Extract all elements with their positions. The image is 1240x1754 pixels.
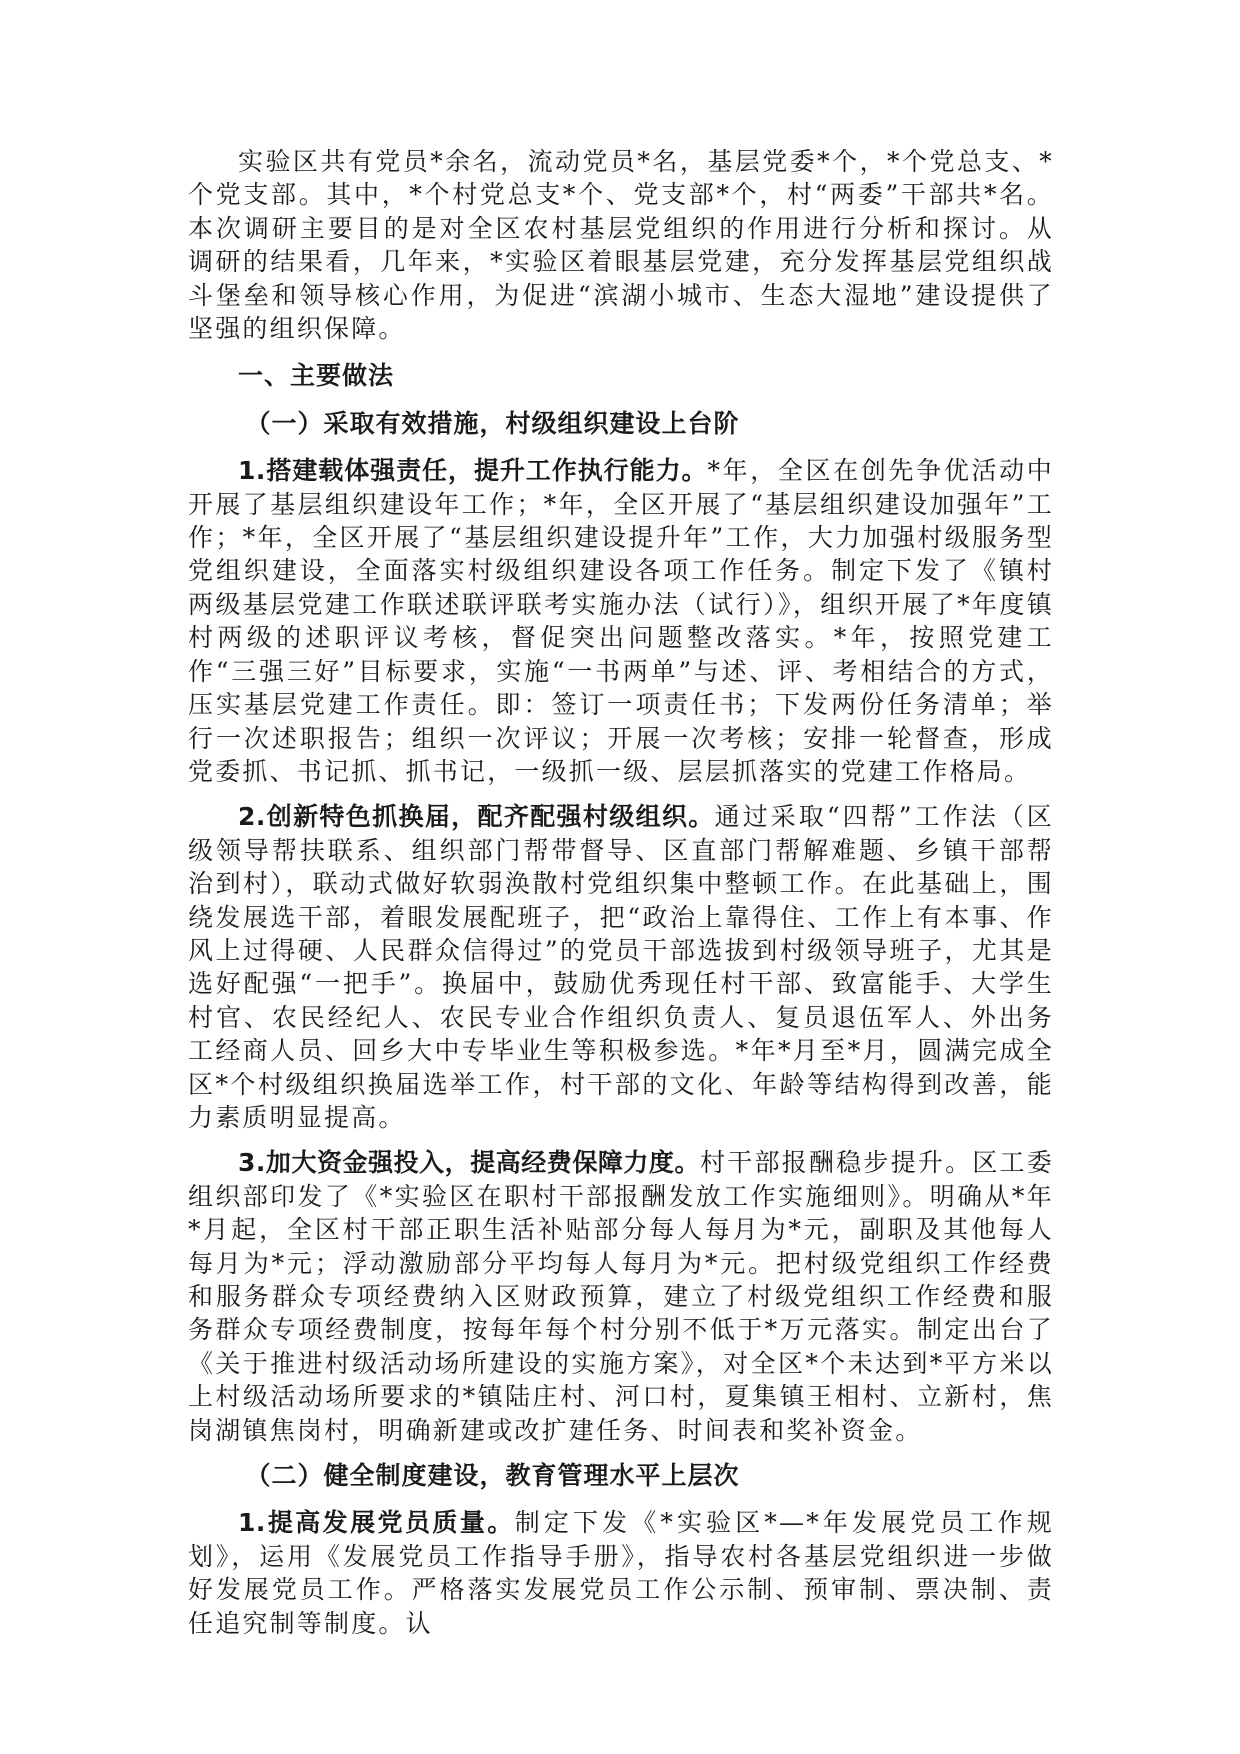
item-paragraph-1 bbox=[188, 454, 1054, 788]
intro-paragraph: 实验区共有党员*余名，流动党员*名，基层党委*个，*个党总支、*个党支部。其中，*个村党总支*个、党支部*个，村“两委”干部共*名。本次调研主要目的是对全区农村基层党组织的作用进行分析和探讨。从调研的结果看，几年来，*实验区着眼基层党建，充分发挥基层党组织战斗堡垒和领导核心作用，为促进“滨湖小城市、生态大湿地”建设提供了坚强的组织保障。 bbox=[188, 147, 1054, 344]
item-body: 通过采取“四帮”工作法（区级领导帮扶联系、组织部门帮带督导、区直部门帮解难题、乡镇干部帮治到村），联动式做好软弱涣散村党组织集中整顿工作。在此基础上，围绕发展选干部，着眼发展配班子，把“政治上靠得住、工作上有本事、作风上过得硬、人民群众信得过”的党员干部选拔到村级领导班子，尤其是选好配强“一把手”。换届中，鼓励优秀现任村干部、致富能手、大学生村官、农民经纪人、农民专业合作组织负责人、复员退伍军人、外出务工经商人员、回乡大中专毕业生等积极参选。*年*月至*月，圆满完成全区*个村级组织换届选举工作，村干部的文化、年龄等结构得到改善，能力素质明显提高。 bbox=[188, 802, 1054, 1132]
document-page bbox=[188, 145, 1054, 1652]
item-lead: 3.加大资金强投入，提高经费保障力度。 bbox=[238, 1148, 700, 1178]
item-body: *年，全区在创先争优活动中开展了基层组织建设年工作；*年，全区开展了“基层组织建设加强年”工作；*年，全区开展了“基层组织建设提升年”工作，大力加强村级服务型党组织建设，全面落实村级组织建设各项工作任务。制定下发了《镇村两级基层党建工作联述联评联考实施办法（试行）》，组织开展了*年度镇村两级的述职评议考核，督促突出问题整改落实。*年，按照党建工作“三强三好”目标要求，实施“一书两单”与述、评、考相结合的方式，压实基层党建工作责任。即：签订一项责任书；下发两份任务清单；举行一次述职报告；组织一次评议；开展一次考核；安排一轮督查，形成党委抓、书记抓、抓书记，一级抓一级、层层抓落实的党建工作格局。 bbox=[188, 456, 1054, 786]
subsection-heading-1: （一）采取有效措施，村级组织建设上台阶 bbox=[245, 408, 740, 438]
item-lead: 2.创新特色抓换届，配齐配强村级组织。 bbox=[238, 802, 715, 832]
item-body: 制定下发《*实验区*—*年发展党员工作规划》，运用《发展党员工作指导手册》，指导农村各基层党组织进一步做好发展党员工作。严格落实发展党员工作公示制、预审制、票决制、责任追究制等制度。认 bbox=[188, 1508, 1054, 1638]
item-paragraph-2 bbox=[188, 800, 1054, 1134]
section-heading: 一、主要做法 bbox=[238, 361, 395, 391]
item-lead: 1.搭建载体强责任，提升工作执行能力。 bbox=[238, 456, 708, 486]
item-lead: 1.提高发展党员质量。 bbox=[238, 1508, 515, 1538]
item-paragraph-4 bbox=[188, 1506, 1054, 1640]
subsection-heading-2: （二）健全制度建设，教育管理水平上层次 bbox=[245, 1461, 740, 1491]
item-body: 村干部报酬稳步提升。区工委组织部印发了《*实验区在职村干部报酬发放工作实施细则》。明确从*年*月起，全区村干部正职生活补贴部分每人每月为*元，副职及其他每人每月为*元；浮动激励部分平均每人每月为*元。把村级党组织工作经费和服务群众专项经费纳入区财政预算，建立了村级党组织工作经费和服务群众专项经费制度，按每年每个村分别不低于*万元落实。制定出台了《关于推进村级活动场所建设的实施方案》，对全区*个未达到*平方米以上村级活动场所要求的*镇陆庄村、河口村，夏集镇王相村、立新村，焦岗湖镇焦岗村，明确新建或改扩建任务、时间表和奖补资金。 bbox=[188, 1148, 1054, 1445]
item-paragraph-3 bbox=[188, 1146, 1054, 1447]
